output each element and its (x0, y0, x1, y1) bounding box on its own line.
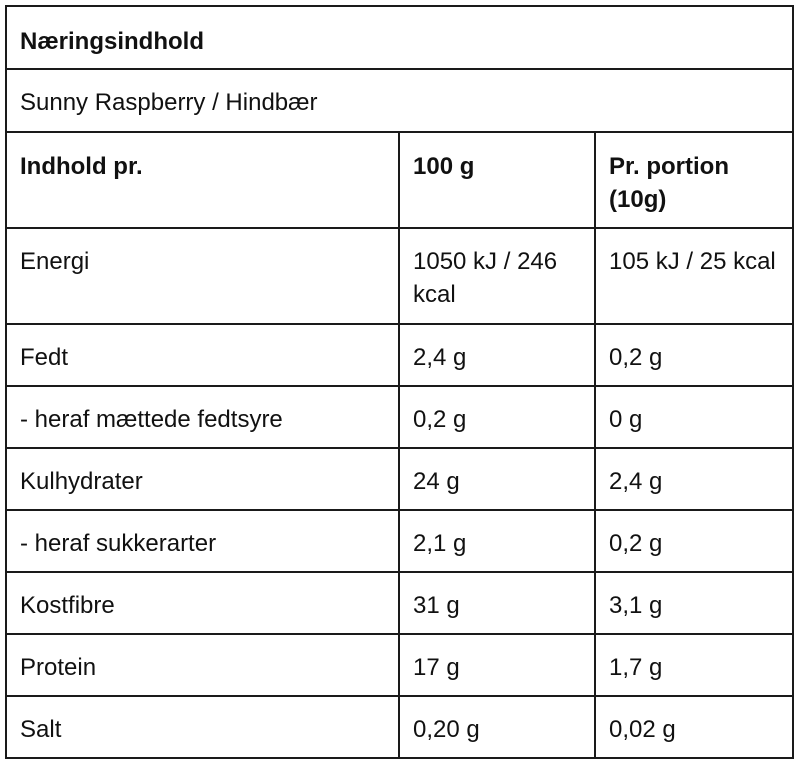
row-label: Kulhydrater (6, 448, 399, 510)
row-per-100g: 1050 kJ / 246 kcal (399, 228, 595, 324)
product-name: Sunny Raspberry / Hindbær (6, 69, 793, 132)
row-per-100g: 0,2 g (399, 386, 595, 448)
row-label: Kostfibre (6, 572, 399, 634)
title-row (6, 6, 793, 69)
row-per-100g: 0,20 g (399, 696, 595, 758)
row-per-100g: 24 g (399, 448, 595, 510)
row-per-portion: 2,4 g (595, 448, 793, 510)
row-per-portion: 105 kJ / 25 kcal (595, 228, 793, 324)
row-per-100g: 2,1 g (399, 510, 595, 572)
table-row-kulhydrater (6, 448, 793, 510)
header-per-portion: Pr. portion (10g) (595, 132, 793, 228)
product-row (6, 69, 793, 132)
row-per-portion: 3,1 g (595, 572, 793, 634)
row-label: - heraf mættede fedtsyre (6, 386, 399, 448)
table-row-salt (6, 696, 793, 758)
header-per-100g: 100 g (399, 132, 595, 228)
row-per-portion: 0 g (595, 386, 793, 448)
row-per-portion: 0,2 g (595, 324, 793, 386)
table-row-sukkerarter (6, 510, 793, 572)
row-label: Fedt (6, 324, 399, 386)
header-nutrient: Indhold pr. (6, 132, 399, 228)
row-label: Protein (6, 634, 399, 696)
header-row (6, 132, 793, 228)
table-row-fedt (6, 324, 793, 386)
table-row-protein (6, 634, 793, 696)
table-row-kostfibre (6, 572, 793, 634)
row-per-100g: 17 g (399, 634, 595, 696)
row-per-portion: 0,02 g (595, 696, 793, 758)
row-label: - heraf sukkerarter (6, 510, 399, 572)
table-row-energi (6, 228, 793, 324)
table-title: Næringsindhold (6, 6, 793, 69)
row-per-100g: 31 g (399, 572, 595, 634)
nutrition-table (5, 5, 794, 759)
row-label: Salt (6, 696, 399, 758)
row-per-100g: 2,4 g (399, 324, 595, 386)
row-label: Energi (6, 228, 399, 324)
table-row-maettede-fedtsyre (6, 386, 793, 448)
row-per-portion: 1,7 g (595, 634, 793, 696)
row-per-portion: 0,2 g (595, 510, 793, 572)
